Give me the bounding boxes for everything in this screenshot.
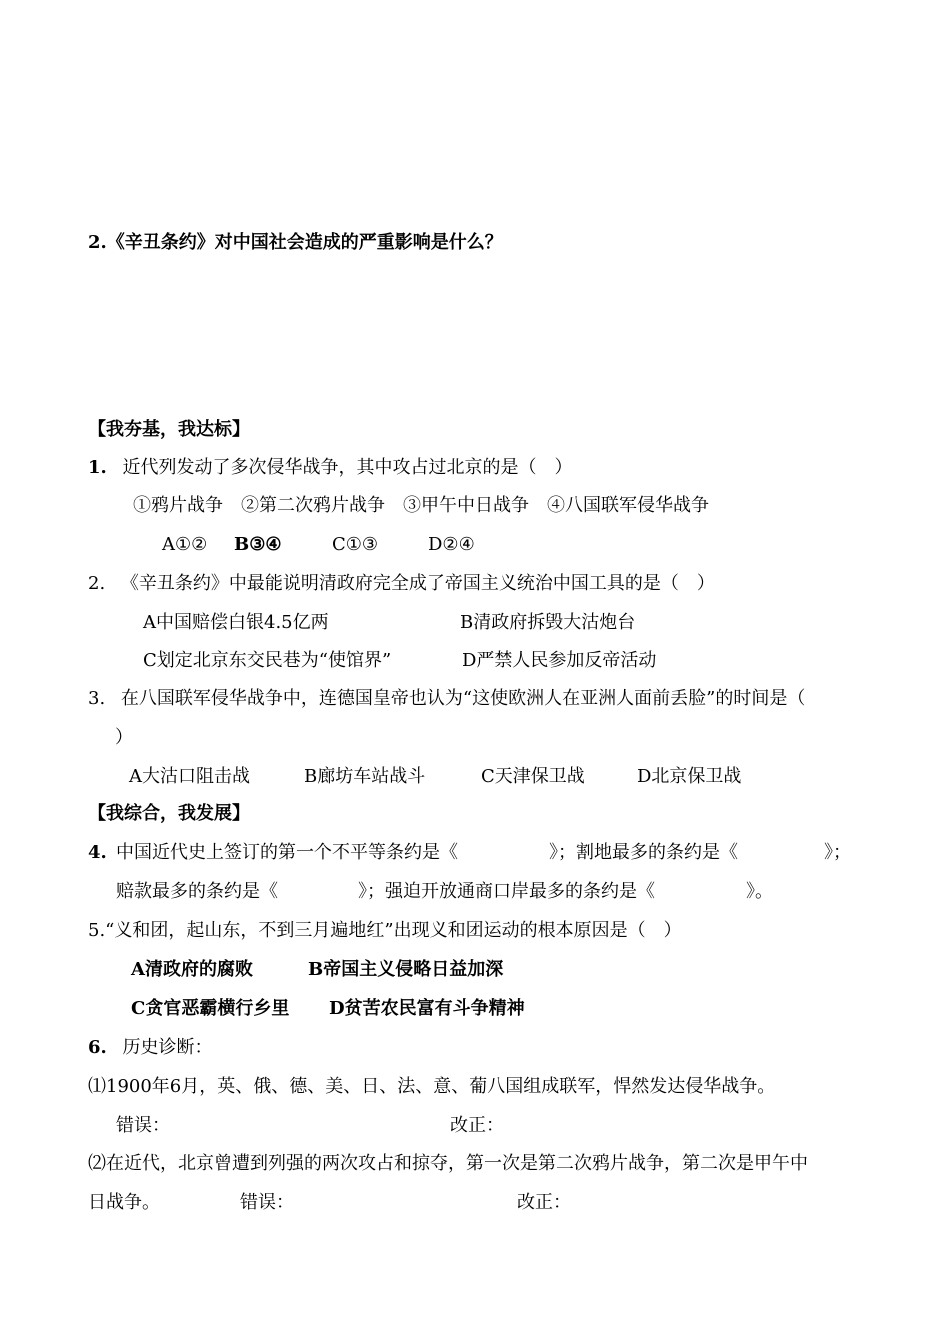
question-1-option-b: B③④ — [234, 534, 282, 555]
question-3 — [88, 687, 805, 711]
question-3-text: 在八国联军侵华战争中，连德国皇帝也认为“这使欧洲人在亚洲人面前丢脸”的时间是（ — [120, 688, 806, 709]
question-5: 5.“义和团，起山东，不到三月遍地红”出现义和团运动的根本原因是（ ） — [88, 920, 682, 941]
question-3-option-a: A大沽口阻击战 — [129, 766, 250, 787]
question-2-number: 2. — [88, 573, 106, 594]
question-3-option-c: C天津保卫战 — [481, 766, 585, 787]
question-3-number: 3. — [88, 688, 106, 709]
question-4-text-a: 中国近代史上签订的第一个不平等条约是《 — [116, 842, 458, 863]
question-4-text-b: 》；割地最多的条约是《 — [549, 842, 738, 863]
question-2-text: 《辛丑条约》中最能说明清政府完全成了帝国主义统治中国工具的是（ ） — [120, 573, 715, 594]
question-2-option-a: A中国赔偿白银4.5亿两 — [143, 612, 329, 633]
question-6-part-2-continuation: 日战争。 — [88, 1192, 160, 1213]
question-5-option-c: C贪官恶霸横行乡里 — [131, 998, 290, 1019]
question-5-option-d: D贫苦农民富有斗争精神 — [329, 998, 525, 1019]
question-6-part-1-correction-label: 改正： — [450, 1115, 504, 1136]
question-5-option-b: B帝国主义侵略日益加深 — [308, 959, 504, 980]
question-4-text-e: 》；强迫开放通商口岸最多的条约是《 — [358, 881, 655, 902]
question-3-option-d: D北京保卫战 — [637, 766, 742, 787]
question-3-continuation: ） — [115, 727, 133, 748]
question-2-option-b: B清政府拆毁大沽炮台 — [460, 612, 636, 633]
question-6-part-2-correction-label: 改正： — [517, 1192, 571, 1213]
question-6-part-2: ⑵在近代，北京曾遭到列强的两次攻占和掠夺，第一次是第二次鸦片战争，第二次是甲午中 — [88, 1153, 808, 1174]
question-6-number: 6. — [88, 1037, 107, 1058]
question-5-option-a: A清政府的腐败 — [131, 959, 253, 980]
question-6-part-2-error-label: 错误： — [240, 1192, 294, 1213]
question-1-text: 近代列发动了多次侵华战争，其中攻占过北京的是（ ） — [122, 457, 573, 478]
question-4-number: 4. — [88, 842, 107, 863]
question-2-option-d: D严禁人民参加反帝活动 — [462, 650, 657, 671]
question-6-part-1-error-label: 错误： — [116, 1115, 170, 1136]
question-4-text-d: 赔款最多的条约是《 — [116, 881, 278, 902]
section-heading-basic: 【我夯基，我达标】 — [88, 419, 250, 440]
question-1-number: 1. — [88, 457, 107, 478]
question-6 — [88, 1036, 213, 1060]
question-4-line-1 — [88, 841, 851, 865]
question-1-items: ①鸦片战争 ②第二次鸦片战争 ③甲午中日战争 ④八国联军侵华战争 — [133, 495, 709, 516]
question-2 — [88, 572, 715, 596]
question-2-option-c: C划定北京东交民巷为“使馆界” — [143, 650, 392, 671]
question-2-previous: 2.《辛丑条约》对中国社会造成的严重影响是什么？ — [88, 232, 503, 253]
question-1-option-d: D②④ — [428, 534, 475, 555]
question-3-option-b: B廊坊车站战斗 — [304, 766, 426, 787]
question-1 — [88, 456, 573, 480]
question-6-part-1: ⑴1900年6月，英、俄、德、美、日、法、意、葡八国组成联军，悍然发达侵华战争。 — [88, 1076, 776, 1097]
question-4-text-f: 》。 — [746, 881, 773, 902]
question-1-option-c: C①③ — [332, 534, 379, 555]
question-1-option-a: A①② — [162, 534, 208, 555]
question-4-text-c: 》； — [824, 842, 851, 863]
question-6-text: 历史诊断： — [122, 1037, 213, 1058]
section-heading-develop: 【我综合，我发展】 — [88, 803, 250, 824]
